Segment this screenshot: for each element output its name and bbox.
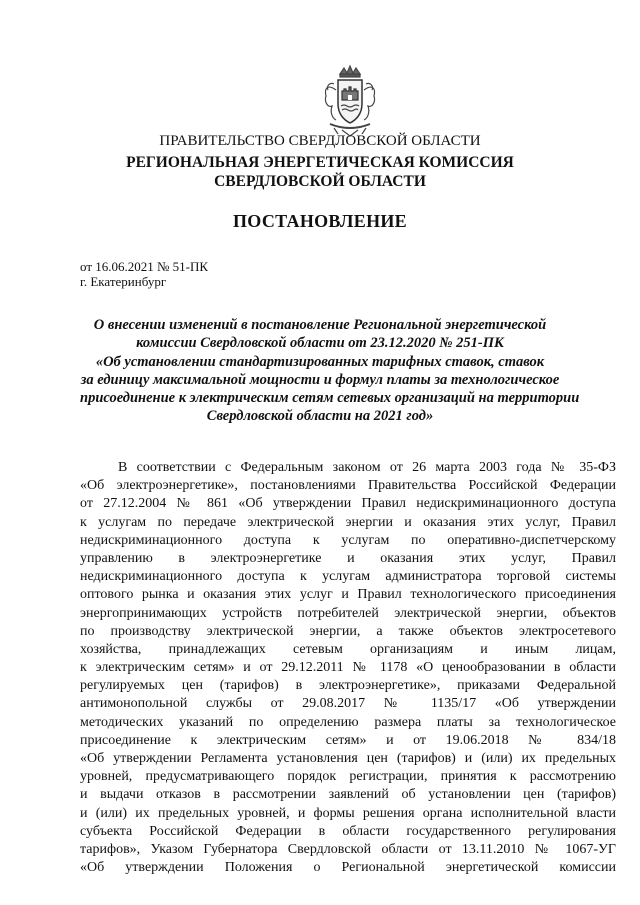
body-line: недискриминационного доступа к услугам по оперативно-диспетчерскому [80, 532, 616, 548]
subject-line: «Об установлении стандартизированных тарифных ставок, ставок [95, 353, 545, 370]
body-line: «Об утверждении Положения о Региональной энергетической комиссии [80, 860, 616, 876]
body-line: присоединение к электрическим сетям» и от 19.06.2018 № 834/18 [80, 732, 616, 748]
body-line: антимонопольной службы от 29.08.2017 № 1135/17 «Об утверждении [80, 696, 616, 712]
body-line: к электрическим сетям» и от 29.12.2011 № 1178 «О ценообразовании в области [80, 660, 616, 676]
body-line: к услугам по передаче электрической энергии и оказания этих услуг, Правил [80, 514, 616, 530]
body-line: по производству электрической энергии, а также объектов электросетевого [80, 623, 616, 639]
document-type-title: ПОСТАНОВЛЕНИЕ [233, 211, 407, 231]
document-subject [80, 316, 580, 426]
subject-line: за единицу максимальной мощности и формул платы за технологическое [80, 371, 560, 388]
body-line: от 27.12.2004 № 861 «Об утверждении Правил недискриминационного доступа [80, 496, 616, 512]
body-line: тарифов», Указом Губернатора Свердловской области от 13.11.2010 № 1067-УГ [80, 841, 616, 857]
body-line: «Об электроэнергетике», постановлениями Правительства Российской Федерации [80, 478, 616, 494]
subject-line: Свердловской области на 2021 год» [206, 408, 434, 425]
body-line: управлению в электроэнергетике и оказания этих услуг, Правил [80, 550, 616, 566]
body-line: оптового рынка и оказания этих услуг и Правил технологического присоединения [80, 587, 616, 603]
commission-name-line1: РЕГИОНАЛЬНАЯ ЭНЕРГЕТИЧЕСКАЯ КОМИССИЯ [126, 154, 514, 171]
body-line: субъекта Российской Федерации в области государственного регулирования [80, 823, 616, 839]
date-and-number: от 16.06.2021 № 51-ПК [80, 259, 209, 274]
coat-of-arms-icon [318, 64, 382, 138]
body-line: и (или) их предельных уровней, и формы решения органа исполнительной власти [80, 805, 616, 821]
body-line: уровней, предусматривающего порядок регистрации, принятия к рассмотрению [80, 769, 616, 785]
body-line: регулируемых цен (тарифов) в электроэнергетике», приказами Федеральной [80, 678, 616, 694]
body-line: и выдачи отказов в рассмотрении заявлений об установлении цен (тарифов) [80, 787, 616, 803]
body-line: энергопринимающих устройств потребителей электрической энергии, объектов [80, 605, 616, 621]
body-line: недискриминационного доступа к услугам администратора торговой системы [80, 569, 616, 585]
subject-line: комиссии Свердловской области от 23.12.2020 № 251-ПК [136, 335, 504, 352]
body-line: «Об утверждении Регламента установления цен (тарифов) и (или) их предельных [80, 751, 616, 766]
body-paragraph [80, 459, 616, 877]
body-line: хозяйства, принадлежащих сетевым организациям и иным лицам, [80, 641, 616, 657]
city: г. Екатеринбург [80, 274, 167, 289]
subject-line: О внесении изменений в постановление Региональной энергетической [93, 317, 547, 333]
subject-line: присоединение к электрическим сетям сетевых организаций на территории [80, 390, 580, 407]
body-line: методических указаний по определению размера платы за технологическое [80, 714, 616, 730]
government-name: ПРАВИТЕЛЬСТВО СВЕРДЛОВСКОЙ ОБЛАСТИ [159, 133, 481, 149]
commission-name-line2: СВЕРДЛОВСКОЙ ОБЛАСТИ [214, 173, 426, 190]
body-line: В соответствии с Федеральным законом от 26 марта 2003 года № 35-ФЗ [118, 460, 616, 475]
